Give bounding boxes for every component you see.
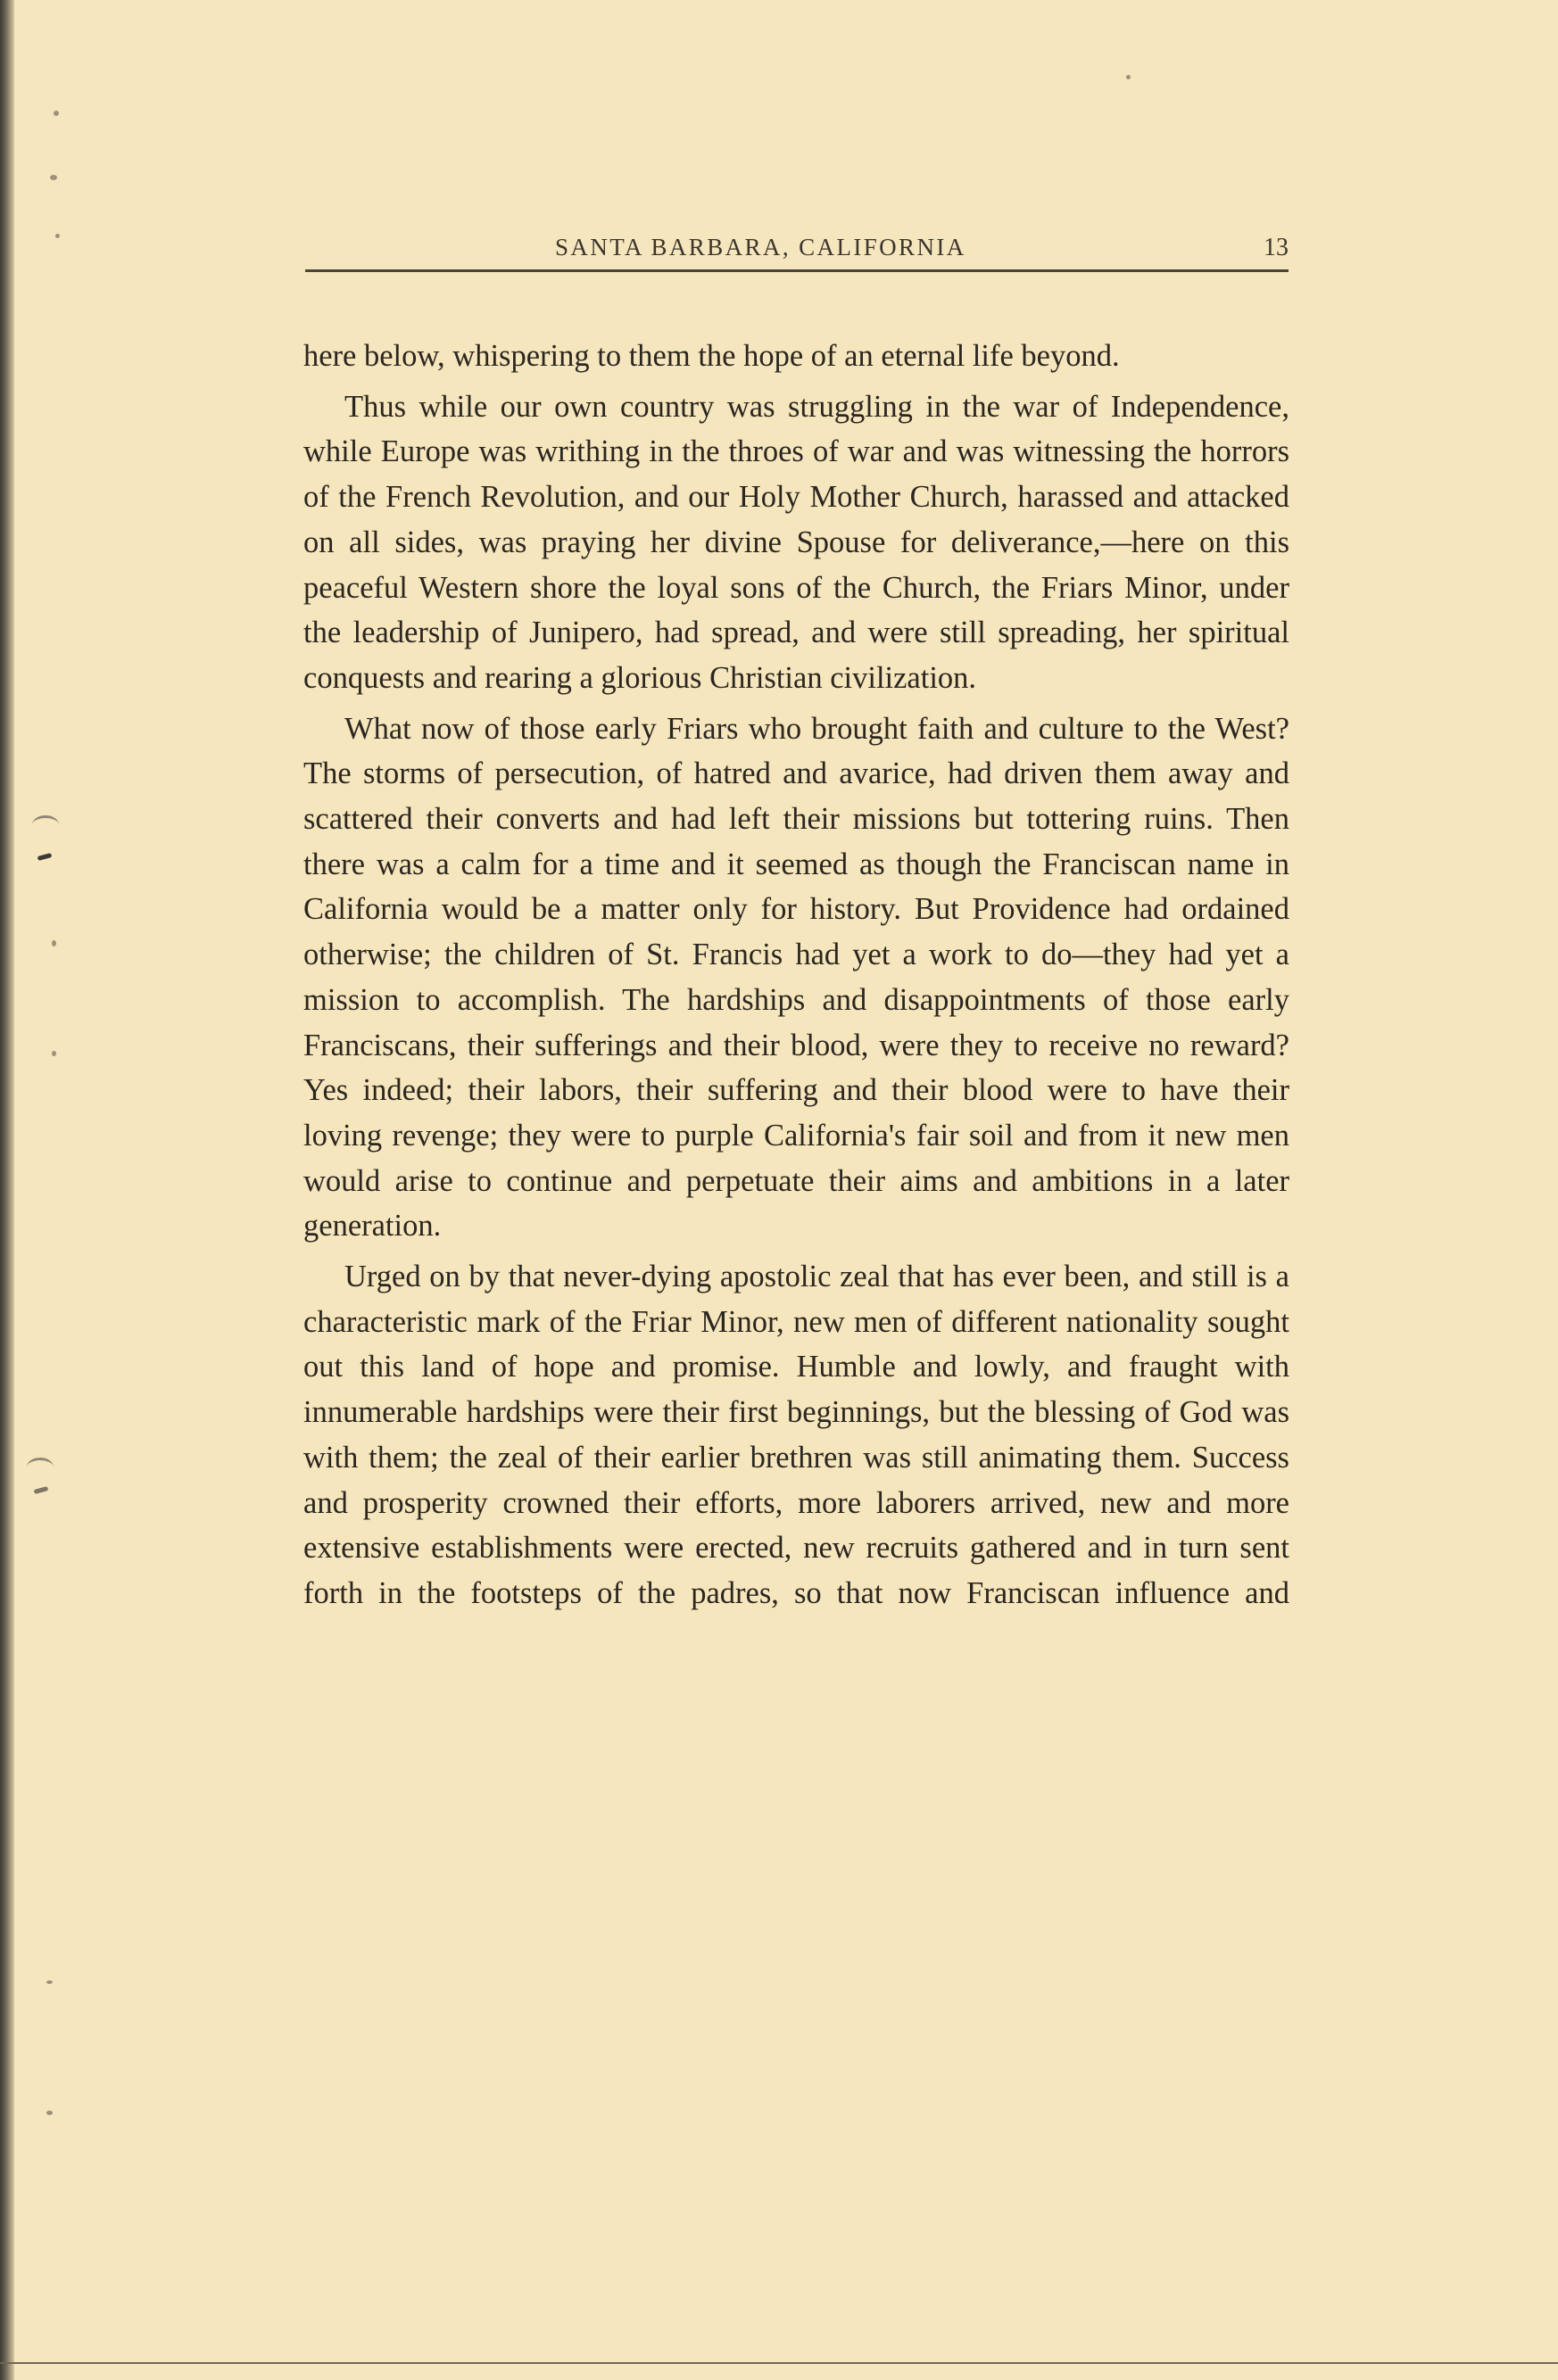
page-number: 13 xyxy=(1264,234,1289,261)
binding-hole-mark xyxy=(32,815,59,834)
page-binding-edge xyxy=(0,0,14,2380)
paragraph-continued: here below, whispering to them the hope of an eternal life beyond. xyxy=(303,339,1120,373)
body-text xyxy=(303,334,1289,1622)
margin-speck xyxy=(55,234,60,238)
margin-speck xyxy=(1126,75,1131,79)
binding-hole-mark xyxy=(37,853,53,861)
margin-speck xyxy=(46,1980,53,1984)
binding-hole-mark xyxy=(34,1486,49,1494)
paragraph: Urged on by that never-dying apostolic zeal that has ever been, and still is a characteristic mark of the Friar Minor, new men of different nationality sought out this land of hope and promise. Humble and lowly, and fraught with innumerable hardships were their first beginnings, but the blessing of God was with them; the zeal of their earlier brethren was still animating them. Success and prosperity crowned their efforts, more laborers arrived, new and more extensive establishments were erected, new recruits gathered and in turn sent forth in the footsteps of the padres, so that now Franciscan influence and xyxy=(303,1260,1289,1610)
paragraph: Thus while our own country was struggling in the war of Independence, while Europe was writhing in the throes of war and was witnessing the horrors of the French Revolution, and our Holy Mother Church, harassed and attacked on all sides, was praying her divine Spouse for deliverance,—here on this peaceful Western shore the loyal sons of the Church, the Friars Minor, under the leadership of Junipero, had spread, and were still spreading, her spiritual conquests and rearing a glorious Christian civilization. xyxy=(303,389,1289,695)
binding-hole-mark xyxy=(27,1458,54,1476)
header-rule xyxy=(305,269,1289,272)
running-head-title: SANTA BARBARA, CALIFORNIA xyxy=(555,234,966,260)
margin-speck xyxy=(52,940,56,946)
page-bottom-edge xyxy=(0,2362,1558,2364)
margin-speck xyxy=(54,111,59,116)
margin-speck xyxy=(46,2111,53,2115)
margin-speck xyxy=(52,1051,56,1056)
paragraph: What now of those early Friars who brought faith and culture to the West? The storms of persecution, of hatred and avarice, had driven them away and scattered their converts and had left their missions but tottering ruins. Then there was a calm for a time and it seemed as though the Franciscan name in California would be a matter only for history. But Providence had ordained otherwise; the children of St. Francis had yet a work to do—they had yet a mission to accomplish. The hardships and disappointments of those early Franciscans, their sufferings and their blood, were they to receive no reward? Yes indeed; their labors, their suffering and their blood were to have their loving revenge; they were to purple California's fair soil and from it new men would arise to continue and perpetuate their aims and ambitions in a later generation. xyxy=(303,711,1289,1244)
running-head xyxy=(305,228,1289,275)
margin-speck xyxy=(50,175,57,180)
